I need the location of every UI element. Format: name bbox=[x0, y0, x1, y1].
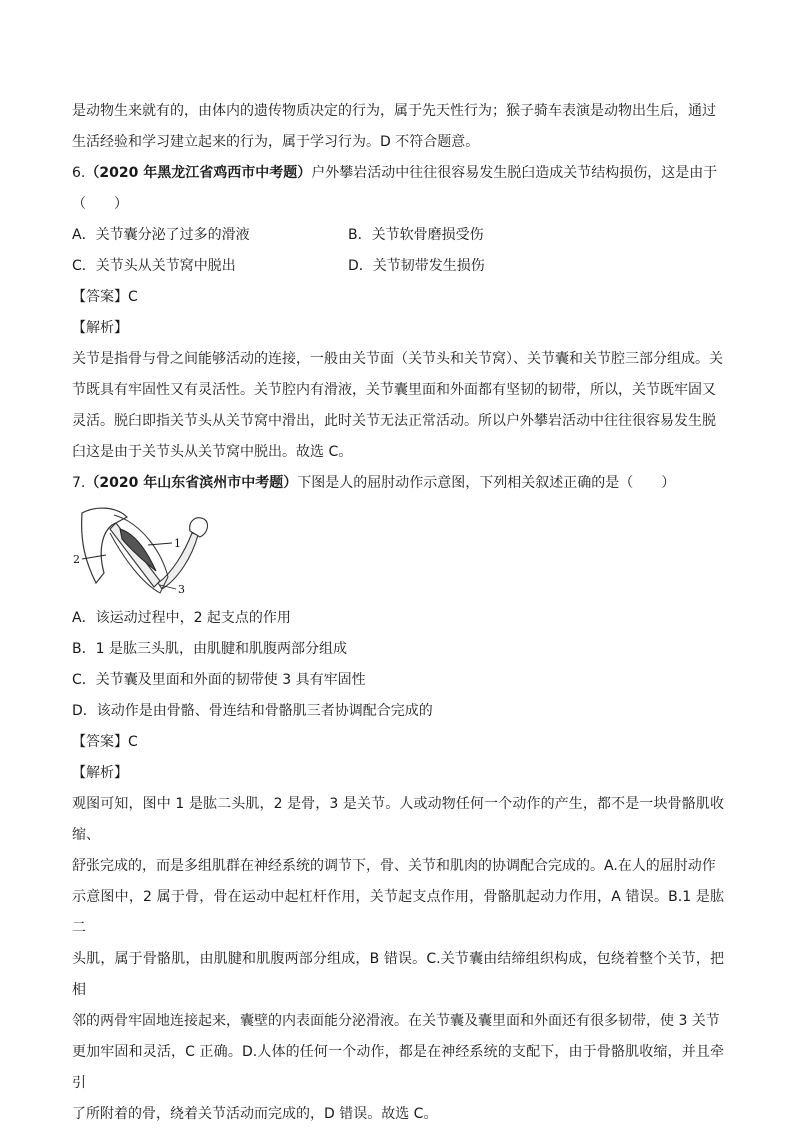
option-d: D．关节韧带发生损伤 bbox=[348, 258, 485, 274]
analysis-label: 【解析】 bbox=[72, 320, 128, 336]
previous-analysis-tail bbox=[72, 96, 724, 158]
text-line: 了所附着的骨，绕着关节活动而完成的，D 错误。故选 C。 bbox=[72, 1106, 438, 1122]
options-row bbox=[72, 220, 724, 251]
question-source: （2020 年山东省滨州市中考题） bbox=[85, 475, 298, 491]
answer-label: 【答案】C bbox=[72, 734, 138, 750]
text-line: 是动物生来就有的，由体内的遗传物质决定的行为，属于先天性行为；猴子骑车表演是动物出生后，通过 bbox=[72, 103, 716, 119]
text-line: 臼这是由于关节头从关节窝中脱出。故选 C。 bbox=[72, 444, 353, 460]
option-a: A．关节囊分泌了过多的滑液 bbox=[72, 227, 250, 243]
text-line: 观图可知，图中 1 是肱二头肌，2 是骨，3 是关节。人或动物任何一个动作的产生，都不是一块骨骼肌收缩、 bbox=[72, 796, 724, 843]
text-line: 灵活。脱臼即指关节头从关节窝中滑出，此时关节无法正常活动。所以户外攀岩活动中往往很容易发生脱 bbox=[72, 413, 716, 429]
text-line: 邻的两骨牢固地连接起来，囊壁的内表面能分泌滑液。在关节囊及囊里面和外面还有很多韧带，使 3 关节 bbox=[72, 1013, 720, 1029]
question-6 bbox=[72, 158, 724, 468]
scapula-outline bbox=[82, 508, 127, 583]
question-6-stem bbox=[72, 158, 724, 189]
document-content bbox=[72, 96, 724, 1130]
text-line: 示意图中，2 属于骨，骨在运动中起杠杆作用，关节起支点作用，骨骼肌起动力作用，A 错误。B.1 是肱二 bbox=[72, 889, 724, 936]
question-7 bbox=[72, 468, 724, 1130]
analysis-label: 【解析】 bbox=[72, 765, 128, 781]
text-line: 生活经验和学习建立起来的行为，属于学习行为。D 不符合题意。 bbox=[72, 134, 480, 150]
text-line: 舒张完成的，而是多组肌群在神经系统的调节下，骨、关节和肌肉的协调配合完成的。A.在人的屈肘动作 bbox=[72, 858, 716, 874]
question-stem-text: 户外攀岩活动中往往很容易发生脱臼造成关节结构损伤，这是由于 bbox=[311, 165, 718, 181]
options-row bbox=[72, 251, 724, 282]
option-b: B．1 是肱三头肌，由肌腱和肌腹两部分组成 bbox=[72, 641, 347, 657]
text-line: 节既具有牢固性又有灵活性。关节腔内有滑液，关节囊里面和外面都有坚韧的韧带，所以，关节既牢固又 bbox=[72, 382, 716, 398]
figure-label-2: 2 bbox=[73, 553, 80, 566]
option-c: C．关节囊及里面和外面的韧带使 3 具有牢固性 bbox=[72, 672, 366, 688]
question-number: 7. bbox=[72, 475, 86, 491]
question-stem-text: 下图是人的屈肘动作示意图，下列相关叙述正确的是（ ） bbox=[297, 475, 676, 491]
question-source: （2020 年黑龙江省鸡西市中考题） bbox=[85, 165, 312, 181]
humerus-bone bbox=[110, 523, 160, 587]
text-line: 更加牢固和灵活，C 正确。D.人体的任何一个动作，都是在神经系统的支配下，由于骨骼肌收缩，并且牵引 bbox=[72, 1044, 724, 1091]
question-number: 6. bbox=[72, 165, 86, 181]
option-c: C．关节头从关节窝中脱出 bbox=[72, 258, 236, 274]
elbow-flexion-diagram bbox=[72, 503, 212, 595]
answer-label: 【答案】C bbox=[72, 289, 138, 305]
figure-label-3: 3 bbox=[178, 583, 185, 595]
text-line: 头肌，属于骨骼肌，由肌腱和肌腹两部分组成，B 错误。C.关节囊由结缔组织构成，包绕着整个关节，把相 bbox=[72, 951, 724, 998]
question-7-stem bbox=[72, 468, 724, 499]
option-b: B．关节软骨磨损受伤 bbox=[348, 227, 484, 243]
figure-label-1: 1 bbox=[174, 537, 181, 550]
option-d: D．该动作是由骨骼、骨连结和骨骼肌三者协调配合完成的 bbox=[72, 703, 433, 719]
analysis-text bbox=[72, 789, 724, 1130]
option-a: A．该运动过程中，2 起支点的作用 bbox=[72, 610, 291, 626]
analysis-text bbox=[72, 344, 724, 468]
question-6-blank: （ ） bbox=[72, 196, 128, 212]
text-line: 关节是指骨与骨之间能够活动的连接，一般由关节面（关节头和关节窝）、关节囊和关节腔三部分组成。关 bbox=[72, 351, 723, 367]
